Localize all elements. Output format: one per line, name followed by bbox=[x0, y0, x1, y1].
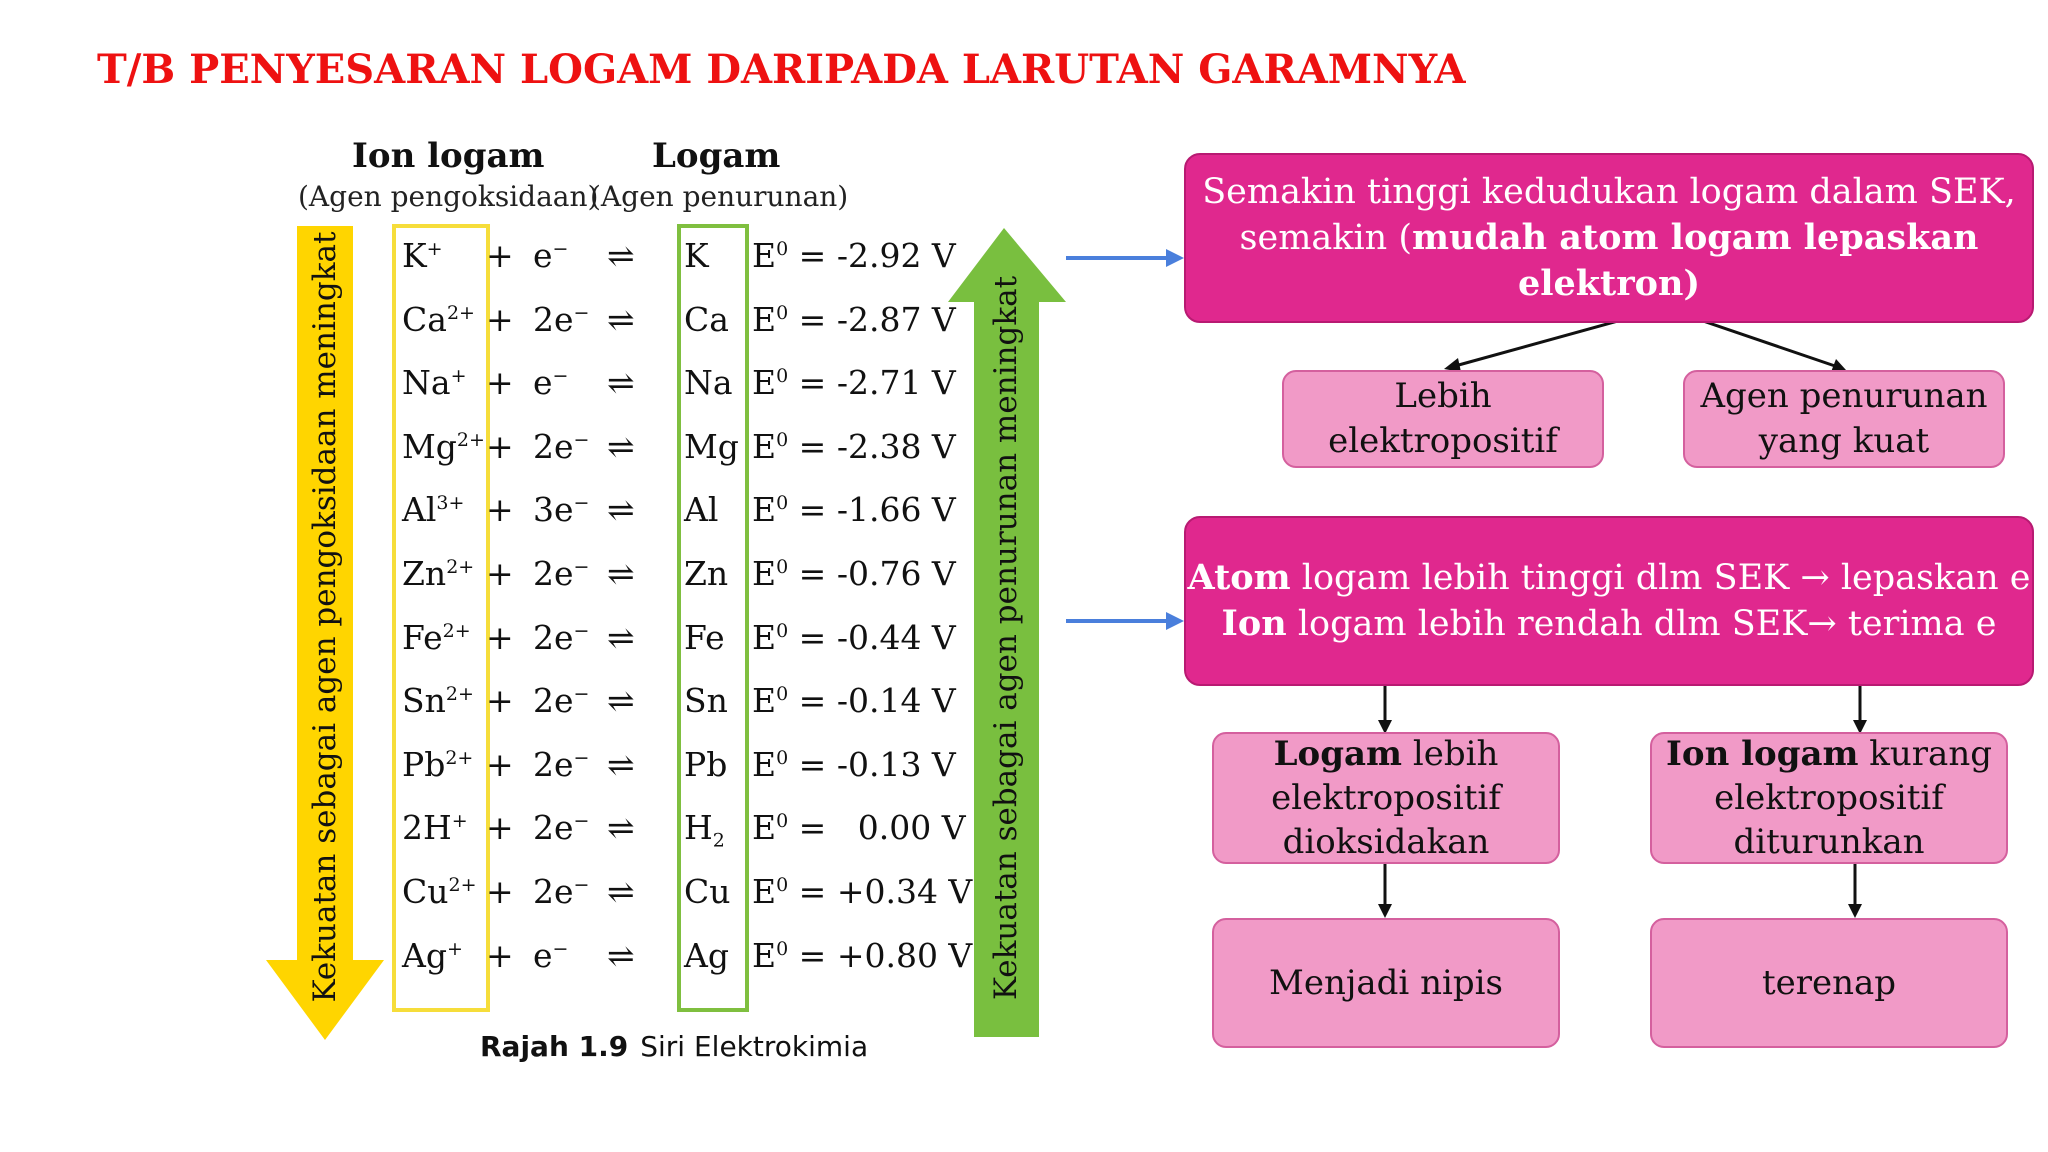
electrode-potential: $E^0 = -1.66$ V bbox=[752, 490, 956, 530]
oxidising-strength-label: Kekuatan sebagai agen pengoksidaan meningkat bbox=[307, 231, 343, 1003]
box2-line1-bold: Atom bbox=[1187, 557, 1291, 598]
box2a-line1 bbox=[1214, 732, 1558, 776]
plus-sign: + bbox=[486, 808, 514, 848]
electrons: 2e− bbox=[533, 681, 590, 721]
electrons: 2e− bbox=[533, 299, 590, 339]
ion-symbol: K+ bbox=[402, 236, 443, 275]
electrode-potential: $E^0 = +0.80$ V bbox=[752, 935, 973, 975]
metal-symbol: Sn bbox=[684, 681, 728, 721]
connector-arrowhead-top bbox=[1166, 249, 1184, 267]
equilibrium-symbol: ⇌ bbox=[607, 872, 635, 911]
equilibrium-symbol: ⇌ bbox=[607, 744, 635, 784]
box-ion-reduced bbox=[1650, 732, 2008, 864]
plus-sign: + bbox=[486, 681, 514, 721]
box2b-line2: elektropositif bbox=[1714, 778, 1944, 818]
figure-caption bbox=[480, 1030, 868, 1063]
electrode-potential: $E^0 = -0.44$ V bbox=[752, 617, 956, 657]
metal-header: Logam bbox=[652, 136, 781, 176]
electrode-potential: $E^0 = -2.38$ V bbox=[752, 426, 956, 466]
electrons: 2e− bbox=[533, 872, 590, 911]
electrode-potential: $E^0 = -0.76$ V bbox=[752, 554, 956, 593]
electrode-potential: $E^0 = -0.14$ V bbox=[752, 681, 956, 721]
ion-symbol: Na+ bbox=[402, 363, 467, 403]
connector-arrowhead-bottom bbox=[1166, 612, 1184, 630]
box-more-electropositive bbox=[1282, 370, 1604, 468]
reducing-strength-label: Kekuatan sebagai agen penurunan meningkat bbox=[988, 275, 1024, 1001]
metal-symbol: Ca bbox=[684, 299, 729, 339]
series-row bbox=[0, 363, 956, 423]
equilibrium-symbol: ⇌ bbox=[607, 299, 635, 339]
ion-symbol: 2H+ bbox=[402, 808, 468, 848]
equilibrium-symbol: ⇌ bbox=[607, 490, 635, 530]
box-higher-position bbox=[1184, 153, 2034, 323]
metal-symbol: Ag bbox=[684, 935, 729, 975]
metal-symbol: Mg bbox=[684, 426, 739, 466]
box2b-line1 bbox=[1652, 732, 2006, 776]
ion-header: Ion logam bbox=[352, 136, 545, 176]
metal-symbol: Zn bbox=[684, 554, 729, 593]
metal-symbol: Cu bbox=[684, 872, 731, 911]
ion-symbol: $Ca^{2+}$ bbox=[402, 299, 475, 339]
equilibrium-symbol: ⇌ bbox=[607, 554, 635, 593]
box2a-line1-bold: Logam bbox=[1273, 734, 1403, 774]
ion-symbol: Ag+ bbox=[402, 935, 463, 975]
box1-line3 bbox=[1186, 261, 2032, 307]
metal-symbol: Al bbox=[684, 490, 719, 530]
electrode-potential: $E^0 = +0.34$ V bbox=[752, 872, 973, 911]
box1a-line2: elektropositif bbox=[1328, 421, 1558, 461]
equilibrium-symbol: ⇌ bbox=[607, 935, 635, 975]
page-title: T/B PENYESARAN LOGAM DARIPADA LARUTAN GARAMNYA bbox=[97, 46, 1466, 93]
box2a-line3: dioksidakan bbox=[1282, 822, 1490, 862]
plus-sign: + bbox=[486, 426, 514, 466]
plus-sign: + bbox=[486, 617, 514, 657]
metal-symbol: Na bbox=[684, 363, 733, 403]
electrons: 2e− bbox=[533, 554, 590, 593]
down-arrowhead-right-2 bbox=[1848, 904, 1862, 918]
box2-line1 bbox=[1186, 555, 2032, 601]
electrons: 2e− bbox=[533, 808, 590, 848]
box2b-line3: diturunkan bbox=[1733, 822, 1925, 862]
box1-line2-normal: semakin ( bbox=[1239, 218, 1412, 258]
caption-label: Rajah 1.9 bbox=[480, 1030, 629, 1063]
electrode-potential: $E^0 = -2.92$ V bbox=[752, 236, 956, 275]
electrons: e− bbox=[533, 935, 569, 975]
plus-sign: + bbox=[486, 872, 514, 911]
metal-symbol: K bbox=[684, 236, 709, 275]
box1b-line1: Agen penurunan bbox=[1700, 376, 1988, 416]
series-row bbox=[0, 490, 956, 550]
electrons: e− bbox=[533, 363, 569, 403]
ion-symbol: $Mg^{2+}$ bbox=[402, 426, 485, 466]
box2a-line1-text: lebih bbox=[1402, 734, 1499, 774]
plus-sign: + bbox=[486, 935, 514, 975]
box1-line2-bold: mudah atom logam lepaskan bbox=[1411, 217, 1979, 258]
series-row bbox=[0, 681, 956, 741]
box2-line2 bbox=[1186, 601, 2032, 647]
equilibrium-symbol: ⇌ bbox=[607, 617, 635, 657]
plus-sign: + bbox=[486, 236, 514, 275]
plus-sign: + bbox=[486, 363, 514, 403]
plus-sign: + bbox=[486, 744, 514, 784]
ion-symbol: $Cu^{2+}$ bbox=[402, 872, 477, 911]
box-becomes-thin bbox=[1212, 918, 1560, 1048]
box2a-line2: elektropositif bbox=[1271, 778, 1501, 818]
box-atom-ion-rule bbox=[1184, 516, 2034, 686]
plus-sign: + bbox=[486, 554, 514, 593]
series-row bbox=[0, 554, 956, 614]
box2-line1-text: logam lebih tinggi dlm SEK → lepaskan e bbox=[1290, 558, 2031, 598]
metal-symbol: $H_2$ bbox=[684, 808, 725, 852]
equilibrium-symbol: ⇌ bbox=[607, 236, 635, 275]
box2b-line1-bold: Ion logam bbox=[1665, 734, 1859, 774]
electrode-potential: $E^0 = -0.13$ V bbox=[752, 744, 956, 784]
equilibrium-symbol: ⇌ bbox=[607, 426, 635, 466]
electrons: e− bbox=[533, 236, 569, 275]
plus-sign: + bbox=[486, 299, 514, 339]
series-row bbox=[0, 426, 956, 487]
series-row bbox=[0, 617, 956, 678]
box2-line2-bold: Ion bbox=[1221, 603, 1287, 644]
box2-line2-text: logam lebih rendah dlm SEK→ terima e bbox=[1286, 604, 1997, 644]
electrode-potential: $E^0 = -2.87$ V bbox=[752, 299, 956, 339]
down-arrowhead-left-2 bbox=[1378, 904, 1392, 918]
series-row bbox=[0, 236, 956, 296]
electrons: 2e− bbox=[533, 617, 590, 657]
box1a-line1: Lebih bbox=[1394, 376, 1492, 416]
metal-symbol: Pb bbox=[684, 744, 728, 784]
electrons: 3e− bbox=[533, 490, 590, 530]
series-row bbox=[0, 299, 956, 360]
box2b-line1-text: kurang bbox=[1858, 734, 1992, 774]
box-strong-reducing-agent bbox=[1683, 370, 2005, 468]
ion-symbol: $Al^{3+}$ bbox=[402, 490, 465, 530]
box1-line2 bbox=[1186, 215, 2032, 261]
box1-line1: Semakin tinggi kedudukan logam dalam SEK, bbox=[1202, 172, 2016, 212]
ion-symbol: $Sn^{2+}$ bbox=[402, 681, 474, 721]
ion-symbol: $Pb^{2+}$ bbox=[402, 744, 474, 784]
box3a-text: Menjadi nipis bbox=[1269, 962, 1503, 1003]
ion-symbol: $Fe^{2+}$ bbox=[402, 617, 471, 657]
box1b-line2: yang kuat bbox=[1758, 421, 1930, 461]
series-row bbox=[0, 872, 973, 932]
metal-symbol: Fe bbox=[684, 617, 725, 657]
box-deposited bbox=[1650, 918, 2008, 1048]
box1-line3-bold: elektron) bbox=[1517, 263, 1701, 304]
electrode-potential: $E^0 = 0.00$ V bbox=[752, 808, 966, 848]
ion-symbol: $Zn^{2+}$ bbox=[402, 554, 475, 593]
equilibrium-symbol: ⇌ bbox=[607, 808, 635, 848]
caption-text: Siri Elektrokimia bbox=[640, 1030, 869, 1063]
electrons: 2e− bbox=[533, 426, 590, 466]
series-row bbox=[0, 744, 956, 805]
equilibrium-symbol: ⇌ bbox=[607, 681, 635, 721]
ion-subheader: (Agen pengoksidaan) bbox=[298, 180, 599, 213]
plus-sign: + bbox=[486, 490, 514, 530]
series-row bbox=[0, 808, 966, 868]
electrons: 2e− bbox=[533, 744, 590, 784]
metal-subheader: (Agen penurunan) bbox=[590, 180, 849, 213]
electrode-potential: $E^0 = -2.71$ V bbox=[752, 363, 956, 403]
series-row bbox=[0, 935, 973, 996]
box3b-text: terenap bbox=[1761, 962, 1897, 1003]
box-metal-oxidised bbox=[1212, 732, 1560, 864]
equilibrium-symbol: ⇌ bbox=[607, 363, 635, 403]
